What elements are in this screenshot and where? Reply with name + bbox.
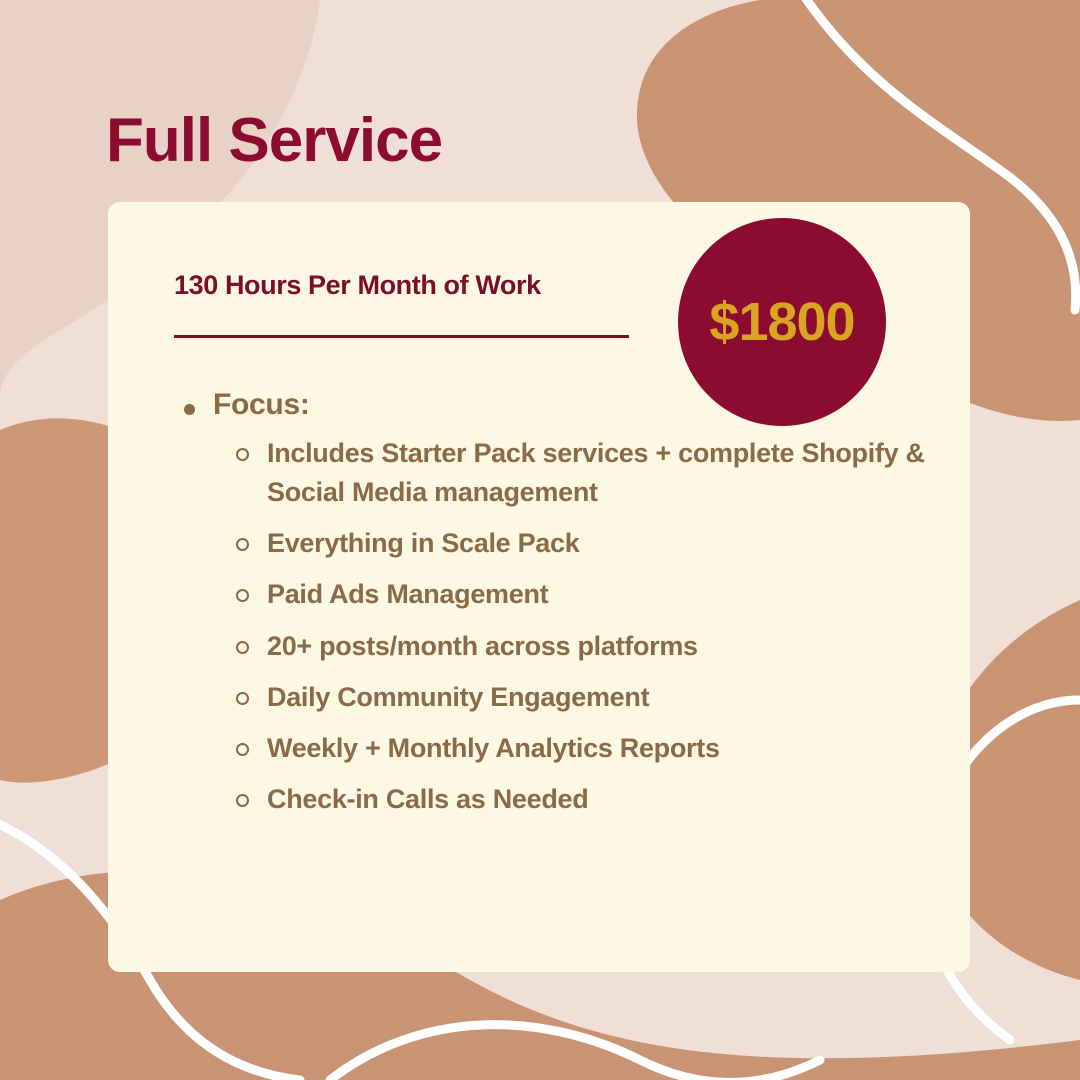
list-item: [236, 729, 954, 768]
focus-row: [184, 388, 954, 422]
list-item-label: Check-in Calls as Needed: [267, 783, 589, 814]
bullet-ring-icon: [236, 743, 249, 756]
focus-label: Focus:: [213, 388, 310, 421]
bullet-dot-icon: [184, 404, 195, 415]
list-item-label: Includes Starter Pack services + complete Shopify & Social Media management: [267, 438, 925, 508]
list-item-label: Everything in Scale Pack: [267, 528, 580, 559]
list-item-label: 20+ posts/month across platforms: [267, 630, 698, 661]
features-list: [174, 388, 954, 831]
list-item: [236, 627, 954, 666]
list-item-label: Daily Community Engagement: [267, 681, 650, 712]
divider: [174, 335, 629, 338]
list-item-label: Weekly + Monthly Analytics Reports: [267, 732, 720, 763]
list-item: [236, 575, 954, 614]
bullet-ring-icon: [236, 538, 249, 551]
bullet-ring-icon: [236, 794, 249, 807]
bullet-ring-icon: [236, 692, 249, 705]
hours-title: 130 Hours Per Month of Work: [174, 270, 541, 300]
list-item: [236, 780, 954, 819]
bullet-ring-icon: [236, 448, 249, 461]
list-item: [236, 678, 954, 717]
list-item-label: Paid Ads Management: [267, 579, 549, 610]
bullet-ring-icon: [236, 641, 249, 654]
feature-sublist: [236, 434, 954, 819]
bullet-ring-icon: [236, 589, 249, 602]
list-item: [236, 434, 954, 512]
pricing-card: [108, 202, 970, 972]
list-item: [236, 524, 954, 563]
page-title: Full Service: [106, 106, 443, 175]
price-amount: $1800: [709, 292, 855, 352]
